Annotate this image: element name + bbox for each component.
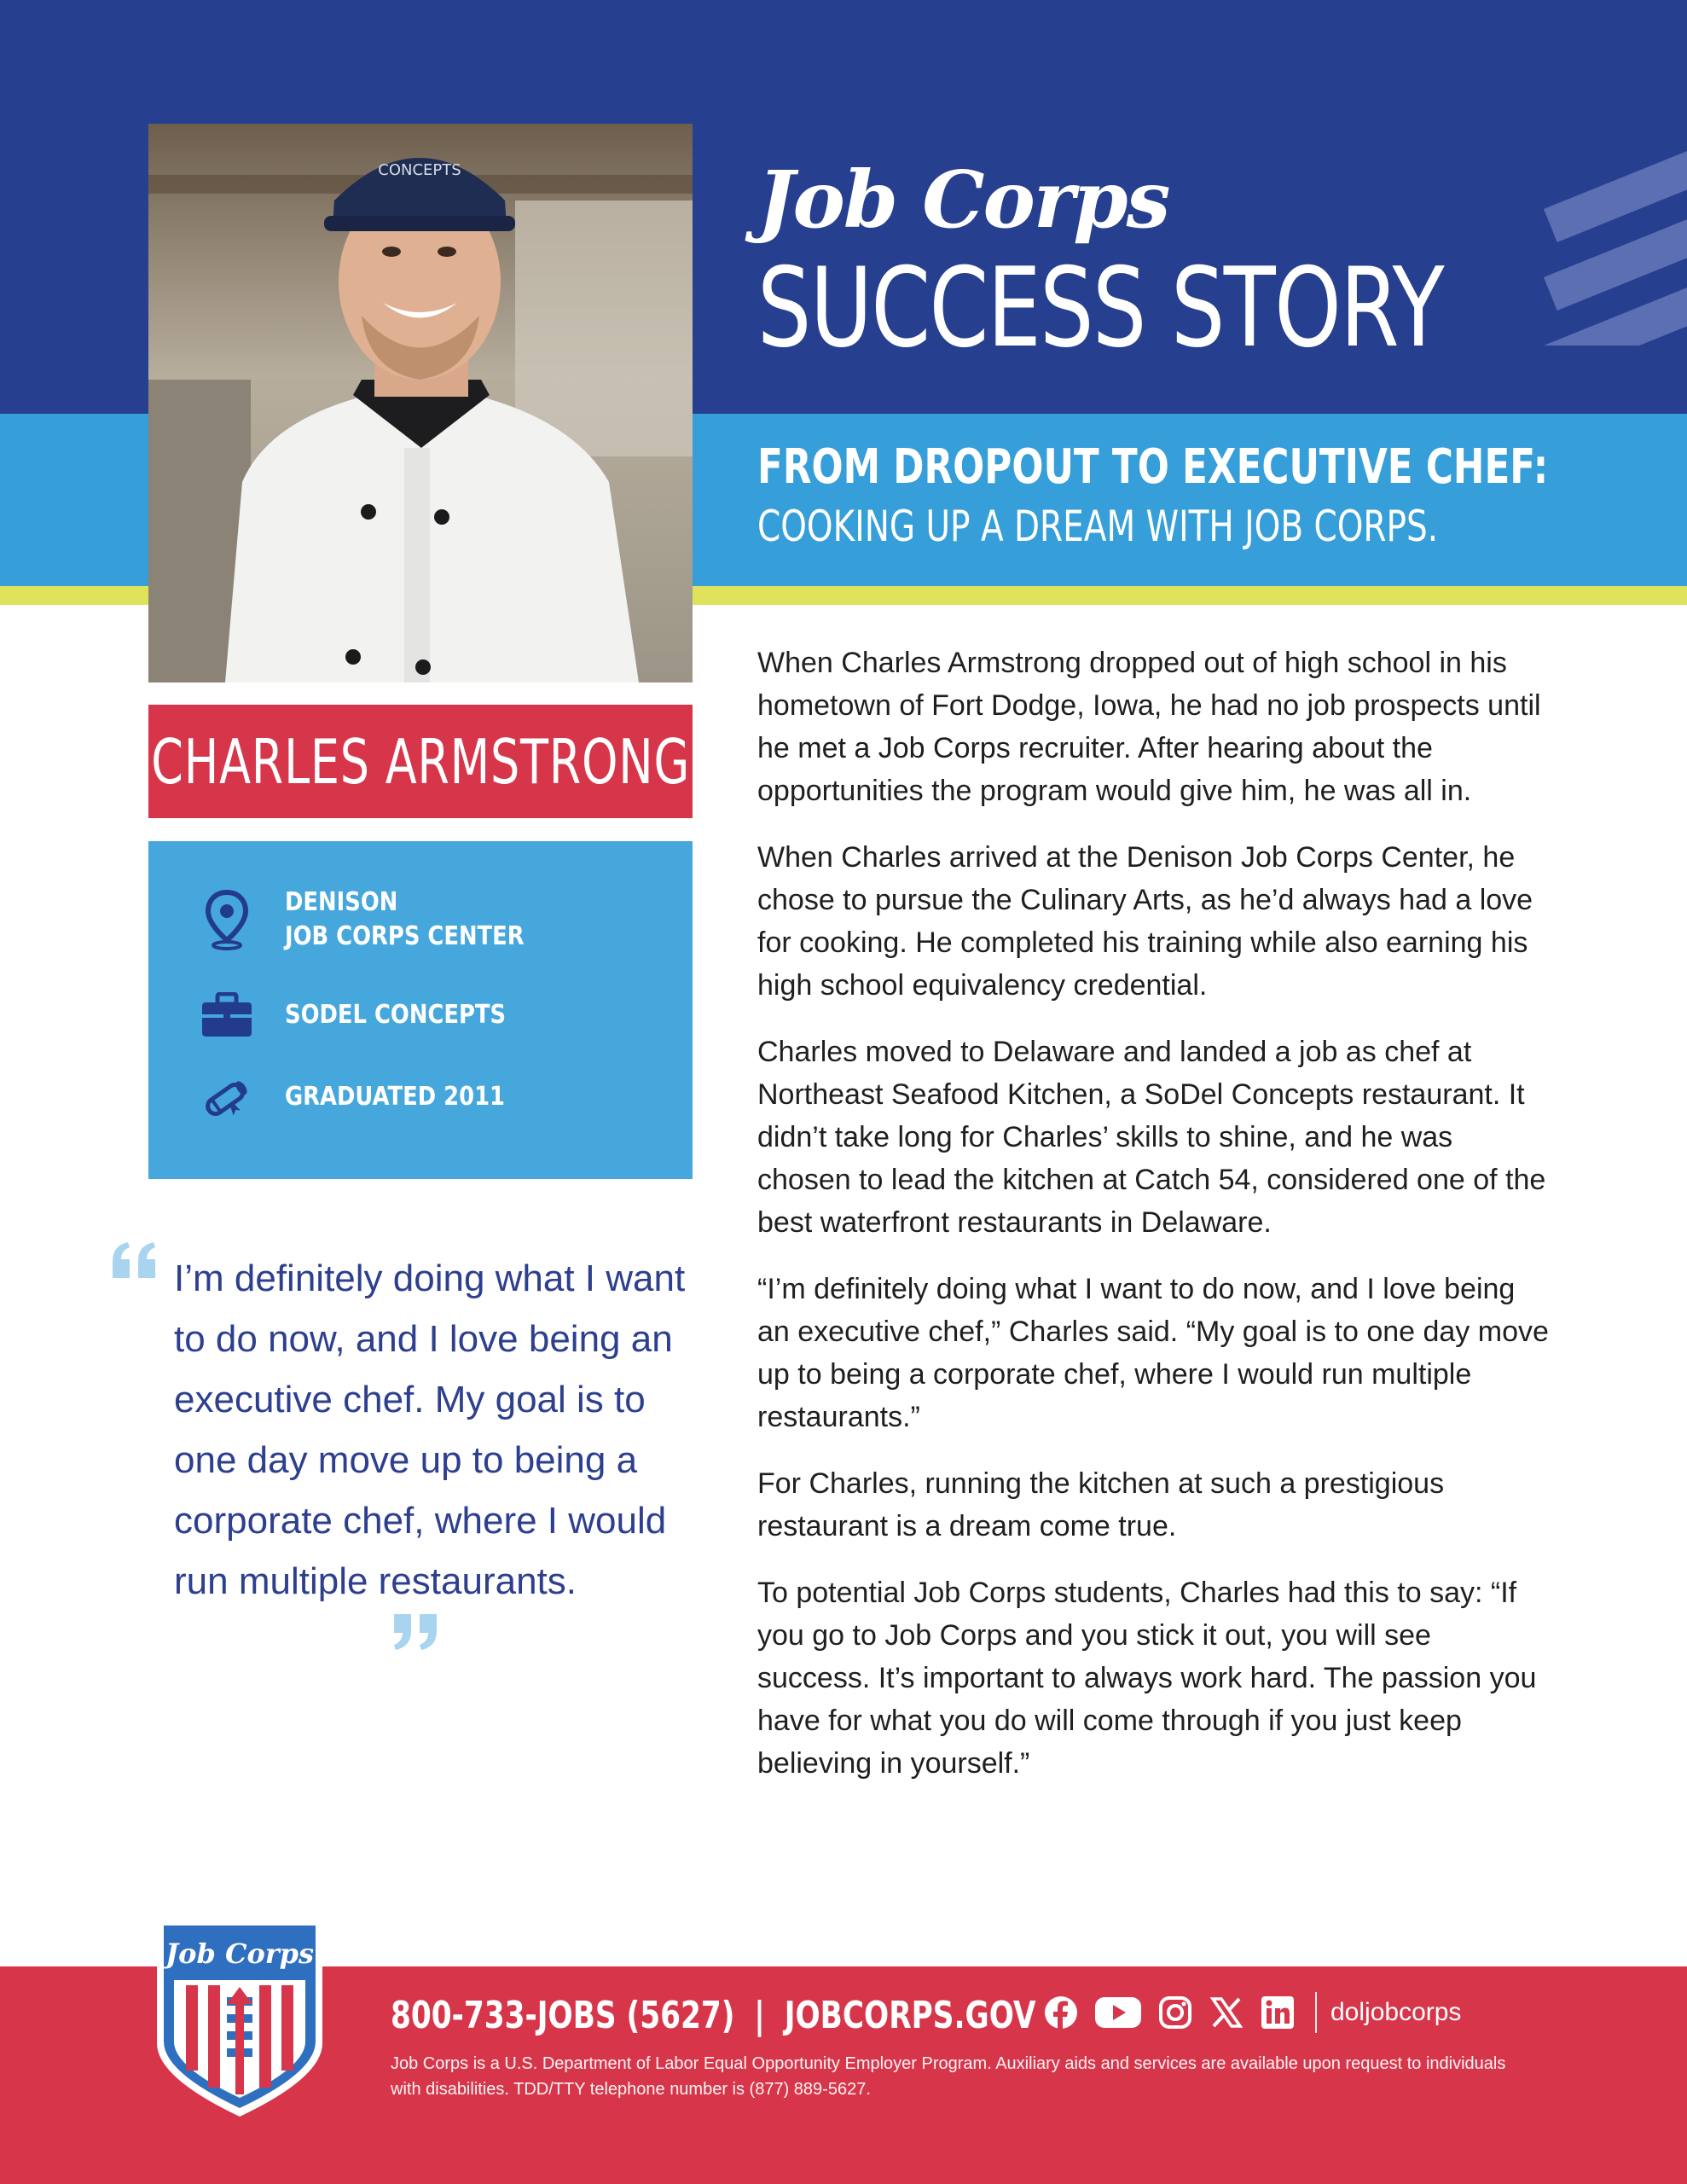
linkedin-icon[interactable]	[1259, 1994, 1296, 2031]
logo-text: Job Corps	[165, 1937, 315, 1970]
phone-number[interactable]: 800-733-JOBS (5627)	[391, 1994, 735, 2037]
diploma-icon	[200, 1066, 254, 1128]
cap-logo: CONCEPTS	[378, 161, 461, 179]
location-pin-icon	[200, 889, 254, 950]
brand-title: Job Corps	[757, 154, 1169, 246]
footer-disclaimer: Job Corps is a U.S. Department of Labor Equal Opportunity Employer Program. Auxiliary aids and services are available upon request to individuals with disabilities. TDD/TTY telephone number is (877) 889-5627.	[391, 2054, 1506, 2099]
job-corps-logo[interactable]	[148, 1915, 331, 2120]
x-icon[interactable]	[1208, 1994, 1245, 2031]
social-handle[interactable]: doljobcorps	[1330, 1998, 1462, 2026]
profile-info-box	[148, 841, 693, 1179]
story-paragraph: When Charles arrived at the Denison Job Corps Center, he chose to pursue the Culinary Arts, as he’d always had a love for cooking. He completed his training while also earning his high school equivalency credential.	[757, 841, 1533, 1002]
story-paragraph: When Charles Armstrong dropped out of high school in his hometown of Fort Dodge, Iowa, he had no job prospects until he met a Job Corps recruiter. After hearing about the opportunities the program would give him, he was all in.	[757, 647, 1541, 807]
social-divider	[1315, 1992, 1317, 2033]
close-quote-icon	[391, 1611, 442, 1653]
briefcase-icon	[200, 985, 254, 1046]
story-paragraph: Charles moved to Delaware and landed a job as chef at Northeast Seafood Kitchen, a SoDel Concepts restaurant. It didn’t take long for Charles’ skills to shine, and he was chosen to lead the kitchen at Catch 54, considered one of the best waterfront restaurants in Delaware.	[757, 1036, 1546, 1239]
story-paragraph: “I’m definitely doing what I want to do now, and I love being an executive chef,” Charles said. “My goal is to one day move up to being a corporate chef, where I would run multiple restaurants.”	[757, 1273, 1549, 1433]
subtitle-line-2: COOKING UP A DREAM WITH JOB CORPS.	[757, 502, 1439, 551]
chef-photo	[148, 124, 693, 682]
info-row-graduated	[200, 1066, 541, 1128]
info-row-center	[200, 886, 563, 954]
info-graduated: GRADUATED 2011	[285, 1082, 505, 1112]
name-banner	[148, 705, 693, 818]
instagram-icon[interactable]	[1157, 1994, 1194, 2031]
story-paragraph: For Charles, running the kitchen at such a prestigious restaurant is a dream come true.	[757, 1467, 1445, 1542]
story-paragraph: To potential Job Corps students, Charles had this to say: “If you go to Job Corps and you stick it out, you will see success. It’s important to always work hard. The passion you have for what you do will come through if you just keep believing in yourself.”	[757, 1577, 1537, 1780]
info-center-line1: DENISON	[285, 887, 398, 917]
info-row-employer	[200, 985, 542, 1046]
page-title: SUCCESS STORY	[757, 245, 1444, 372]
contact-separator: |	[754, 1994, 765, 2037]
decorative-stripes	[1544, 81, 1687, 346]
contact-line	[391, 1994, 1036, 2037]
info-center-line2: JOB CORPS CENTER	[285, 921, 525, 951]
social-links	[1042, 1992, 1461, 2033]
website-link[interactable]: JOBCORPS.GOV	[784, 1994, 1036, 2037]
facebook-icon[interactable]	[1042, 1994, 1080, 2031]
open-quote-icon	[109, 1239, 160, 1281]
subtitle-line-1: FROM DROPOUT TO EXECUTIVE CHEF:	[757, 439, 1549, 495]
youtube-icon[interactable]	[1093, 1994, 1143, 2031]
pull-quote: I’m definitely doing what I want to do now, and I love being an executive chef. My goal is to one day move up to being a corporate chef, where I would run multiple restaurants.	[174, 1258, 686, 1602]
person-name: CHARLES ARMSTRONG	[151, 725, 690, 798]
story-body	[757, 642, 1551, 1809]
info-employer: SODEL CONCEPTS	[285, 1000, 507, 1030]
